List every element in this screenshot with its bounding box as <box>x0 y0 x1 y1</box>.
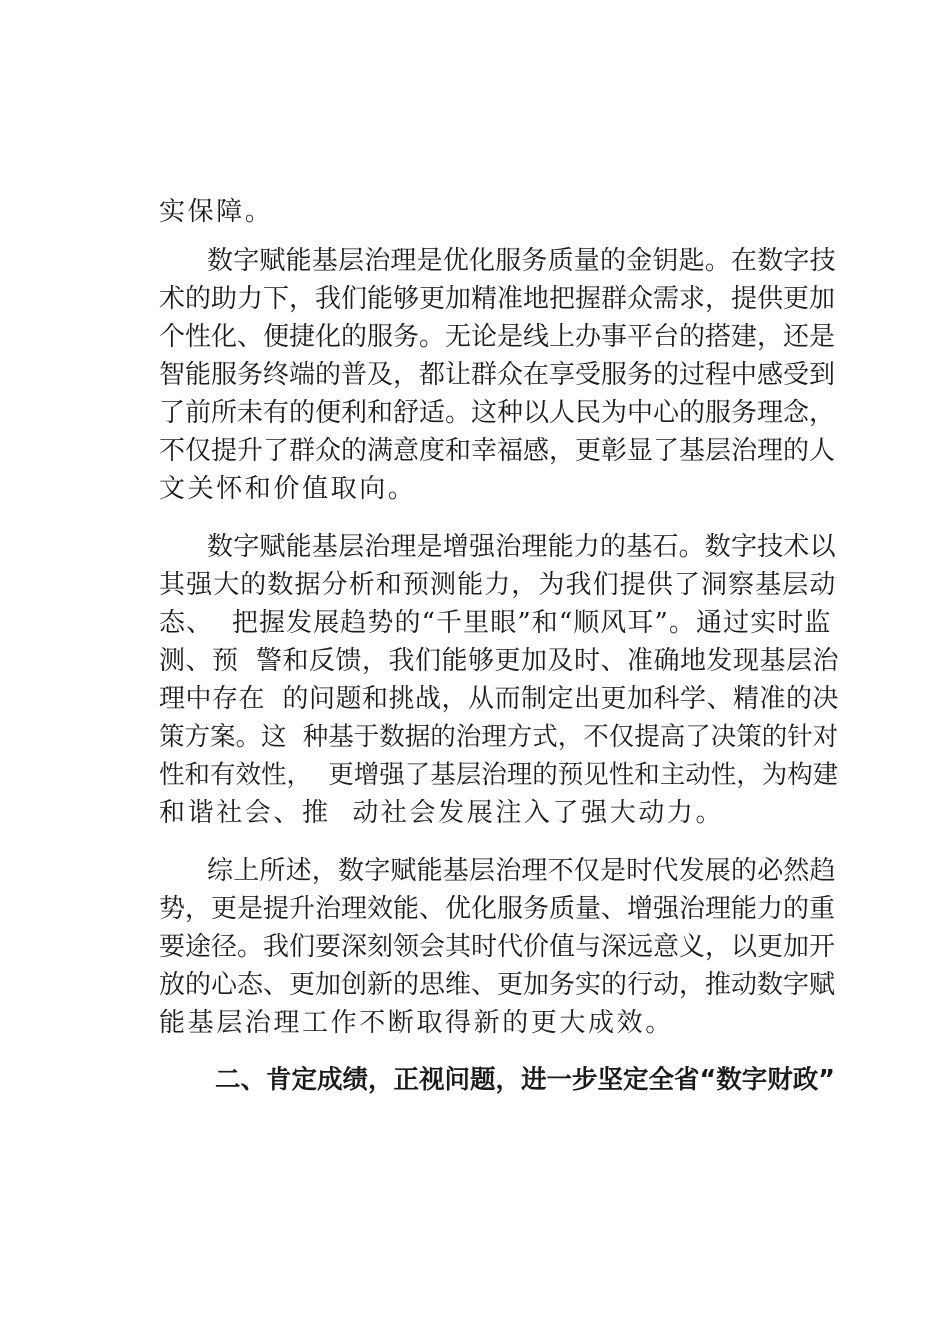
section-heading: 二、肯定成绩，正视问题，进一步坚定全省“数字财政” <box>215 1065 836 1095</box>
body-text-line: 能基层治理工作不断取得新的更大成效。 <box>159 1008 674 1038</box>
body-text-line: 要途径。我们要深刻领会其时代价值与深远意义，以更加开 <box>159 932 836 962</box>
body-text-line: 其强大的数据分析和预测能力，为我们提供了洞察基层动 <box>159 570 837 600</box>
body-text-line: 个性化、便捷化的服务。无论是线上办事平台的搭建，还是 <box>159 322 836 352</box>
body-text-line: 势，更是提升治理效能、优化服务质量、增强治理能力的重 <box>159 894 836 924</box>
body-text-line: 不仅提升了群众的满意度和幸福感，更彰显了基层治理的人 <box>159 436 836 466</box>
body-text-line: 文关怀和价值取向。 <box>159 474 417 504</box>
body-text-line: 测、预 警和反馈，我们能够更加及时、准确地发现基层治 <box>159 646 840 676</box>
body-text-line: 理中存在 的问题和挑战，从而制定出更加科学、精准的决 <box>159 684 840 714</box>
body-text-line: 术的助力下，我们能够更加精准地把握群众需求，提供更加 <box>159 284 836 314</box>
body-text-line: 了前所未有的便利和舒适。这种以人民为中心的服务理念， <box>159 398 836 428</box>
paragraph-first-line: 综上所述，数字赋能基层治理不仅是时代发展的必然趋 <box>207 856 836 886</box>
body-text-line: 实保障。 <box>159 197 274 227</box>
body-text-line: 态、 把握发展趋势的“千里眼”和“顺风耳”。通过实时监 <box>159 608 832 638</box>
body-text-line: 放的心态、更加创新的思维、更加务实的行动，推动数字赋 <box>159 970 836 1000</box>
paragraph-first-line: 数字赋能基层治理是优化服务质量的金钥匙。在数字技 <box>207 246 836 276</box>
body-text-line: 策方案。这 种基于数据的治理方式，不仅提高了决策的针对 <box>159 722 839 752</box>
paragraph-first-line: 数字赋能基层治理是增强治理能力的基石。数字技术以 <box>207 532 836 562</box>
body-text-line: 和谐社会、推 动社会发展注入了强大动力。 <box>159 798 725 828</box>
body-text-line: 性和有效性， 更增强了基层治理的预见性和主动性，为构建 <box>159 760 839 790</box>
body-text-line: 智能服务终端的普及，都让群众在享受服务的过程中感受到 <box>159 360 836 390</box>
